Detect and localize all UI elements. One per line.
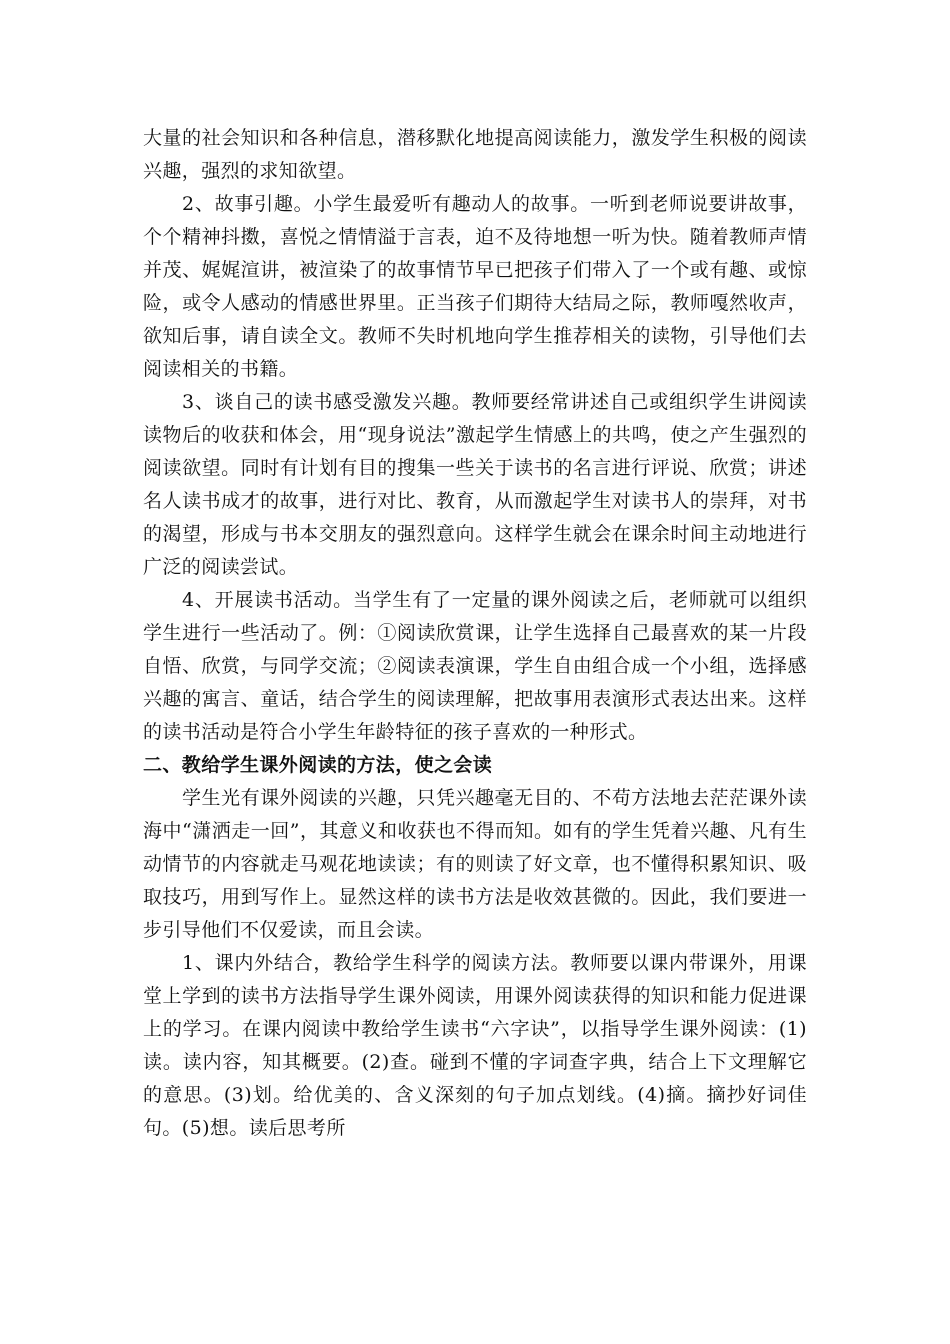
paragraph-methods-intro: 学生光有课外阅读的兴趣，只凭兴趣毫无目的、不苟方法地去茫茫课外读海中“潇洒走一回”，其意义和收获也不得而知。如有的学生凭着兴趣、凡有生动情节的内容就走马观花地读读；有的则读了好文章，也不懂得积累知识、吸取技巧，用到写作上。显然这样的读书方法是收效甚微的。因此，我们要进一步引导他们不仅爱读，而且会读。 [143, 787, 807, 941]
document-body [143, 122, 807, 1145]
section-heading-reading-methods: 二、教给学生课外阅读的方法，使之会读 [143, 754, 493, 776]
paragraph-story-interest: 2、故事引趣。小学生最爱听有趣动人的故事。一听到老师说要讲故事，个个精神抖擞，喜悦之情情溢于言表，迫不及待地想一听为快。随着教师声情并茂、娓娓渲讲，被渲染了的故事情节早已把孩子们带入了一个或有趣、或惊险，或令人感动的情感世界里。正当孩子们期待大结局之际，教师嘎然收声，欲知后事，请自读全文。教师不失时机地向学生推荐相关的读物，引导他们去阅读相关的书籍。 [143, 193, 807, 380]
paragraph-reading-experience: 3、谈自己的读书感受激发兴趣。教师要经常讲述自己或组织学生讲阅读读物后的收获和体会，用“现身说法”激起学生情感上的共鸣，使之产生强烈的阅读欲望。同时有计划有目的搜集一些关于读书的名言进行评说、欣赏；讲述名人读书成才的故事，进行对比、教育，从而激起学生对读书人的崇拜，对书的渴望，形成与书本交朋友的强烈意向。这样学生就会在课余时间主动地进行广泛的阅读尝试。 [143, 391, 807, 578]
paragraph-reading-activities: 4、开展读书活动。当学生有了一定量的课外阅读之后，老师就可以组织学生进行一些活动了。例：①阅读欣赏课，让学生选择自己最喜欢的某一片段自悟、欣赏，与同学交流；②阅读表演课，学生自由组合成一个小组，选择感兴趣的寓言、童话，结合学生的阅读理解，把故事用表演形式表达出来。这样的读书活动是符合小学生年龄特征的孩子喜欢的一种形式。 [143, 589, 807, 743]
paragraph-six-character-method: 1、课内外结合，教给学生科学的阅读方法。教师要以课内带课外，用课堂上学到的读书方法指导学生课外阅读，用课外阅读获得的知识和能力促进课上的学习。在课内阅读中教给学生读书“六字诀”，以指导学生课外阅读：(1)读。读内容，知其概要。(2)查。碰到不懂的字词查字典，结合上下文理解它的意思。(3)划。给优美的、含义深刻的句子加点划线。(4)摘。摘抄好词佳句。(5)想。读后思考所 [143, 952, 807, 1139]
paragraph-intro-continuation: 大量的社会知识和各种信息，潜移默化地提高阅读能力，激发学生积极的阅读兴趣，强烈的求知欲望。 [143, 127, 807, 182]
